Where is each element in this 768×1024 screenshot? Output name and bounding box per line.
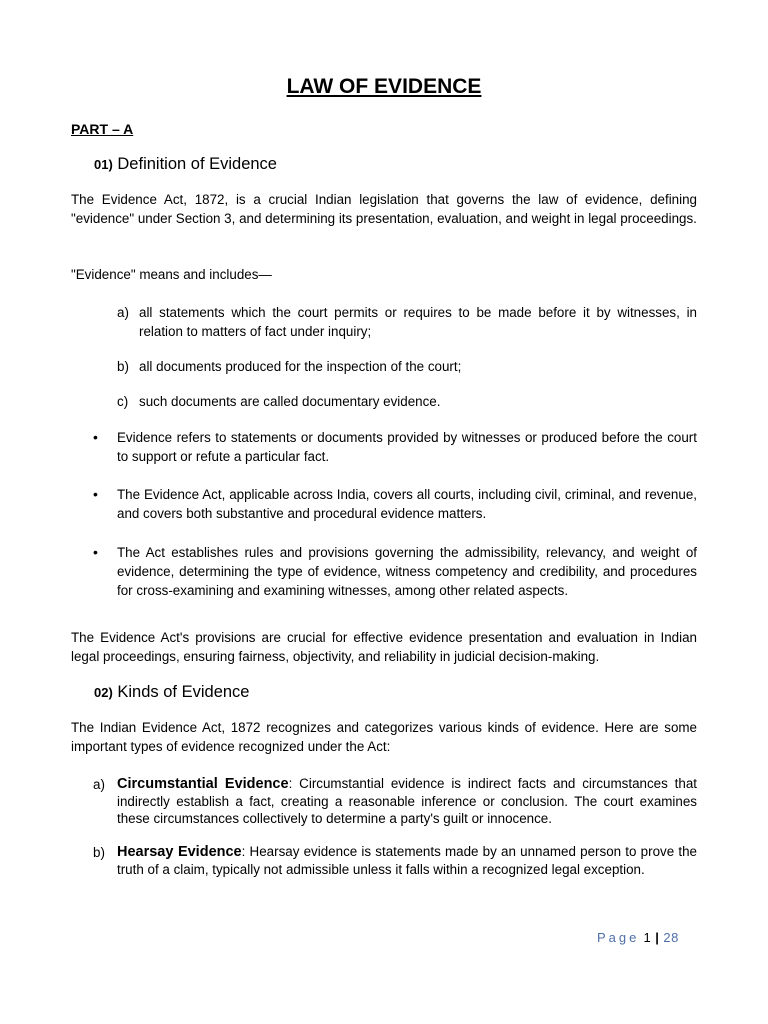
kind-separator: : (288, 776, 300, 791)
bullet-marker: • (93, 429, 98, 445)
kind-term: Hearsay Evidence (117, 844, 242, 860)
section-number: 02) (94, 685, 113, 700)
document-title: LAW OF EVIDENCE (286, 75, 482, 98)
intro-paragraph: The Evidence Act, 1872, is a crucial Indian legislation that governs the law of evidence, defining "evidence" under Section 3, and determining its presentation, evaluation, and weight in legal proceedings. (71, 192, 697, 226)
list-marker: a) (117, 305, 129, 320)
total-pages: 28 (663, 930, 679, 945)
section-title: Kinds of Evidence (117, 683, 250, 701)
list-marker: b) (117, 359, 129, 374)
kind-description: Circumstantial evidence is indirect facts and circumstances that indirectly establish a fact, creating a reasonable inference or conclusion. The court examines these circumstances collectively to determine a party's guilt or innocence. (117, 776, 698, 826)
bullet-item: Evidence refers to statements or documents provided by witnesses or produced before the court to support or refute a particular fact. (117, 430, 697, 464)
kind-description: Hearsay evidence is statements made by an unnamed person to prove the truth of a claim, typically not admissible unless it falls within a recognized legal exception. (117, 844, 697, 877)
list-item: such documents are called documentary evidence. (139, 394, 441, 409)
means-line: "Evidence" means and includes— (71, 267, 272, 282)
summary-paragraph: The Evidence Act's provisions are crucial for effective evidence presentation and evaluation in Indian legal proceedings, ensuring fairness, objectivity, and reliability in judicial decision-making. (71, 630, 697, 664)
section-heading-kinds (94, 683, 249, 702)
kind-item-hearsay (117, 843, 697, 878)
bullet-marker: • (93, 486, 98, 502)
bullet-marker: • (93, 544, 98, 560)
list-marker: a) (93, 777, 105, 792)
kinds-intro-paragraph: The Indian Evidence Act, 1872 recognizes and categorizes various kinds of evidence. Here are some important types of evidence recognized under the Act: (71, 720, 697, 754)
list-item: all documents produced for the inspection of the court; (139, 359, 462, 374)
kind-separator: : (241, 844, 250, 859)
part-label: PART – A (71, 121, 134, 137)
kind-item-circumstantial (117, 775, 697, 827)
bullet-item: The Evidence Act, applicable across India, covers all courts, including civil, criminal, and revenue, and covers both substantive and procedural evidence matters. (117, 487, 697, 521)
page-number: 1 (643, 930, 652, 945)
section-title: Definition of Evidence (117, 155, 277, 173)
page-footer (597, 930, 679, 945)
list-item: all statements which the court permits or requires to be made before it by witnesses, in relation to matters of fact under inquiry; (139, 305, 697, 339)
kind-term: Circumstantial Evidence (117, 776, 289, 792)
bullet-item: The Act establishes rules and provisions governing the admissibility, relevancy, and weight of evidence, determining the type of evidence, witness competency and credibility, and procedures for cross-examining and examining witnesses, among other related aspects. (117, 545, 697, 598)
section-number: 01) (94, 157, 113, 172)
list-marker: c) (117, 394, 129, 409)
list-marker: b) (93, 845, 105, 860)
section-heading-definition (94, 155, 277, 174)
page-separator: | (655, 930, 660, 945)
page-label: Page (597, 930, 640, 945)
